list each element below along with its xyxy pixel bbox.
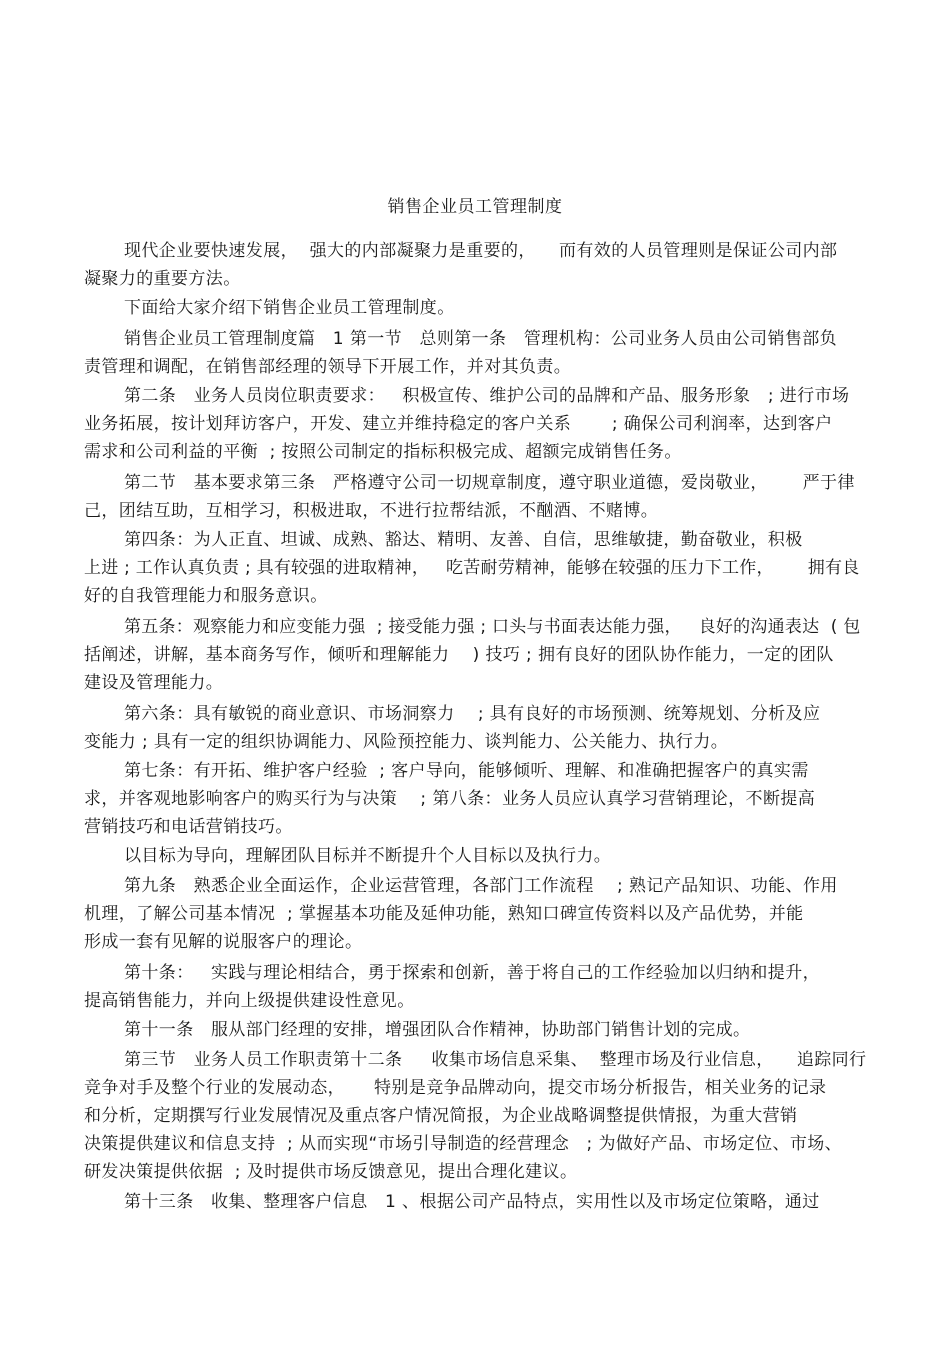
paragraph-line: 销售企业员工管理制度篇 1 第一节 总则第一条 管理机构：公司业务人员由公司销售部负	[124, 329, 838, 349]
paragraph-line: 第七条：有开拓、维护客户经验 ; 客户导向，能够倾听、理解、和准确把握客户的真实需	[124, 761, 809, 781]
paragraph-line: 竞争对手及整个行业的发展动态， 特别是竞争品牌动向，提交市场分析报告，相关业务的记录	[84, 1078, 827, 1098]
paragraph-line: 第二条 业务人员岗位职责要求： 积极宣传、维护公司的品牌和产品、服务形象 ; 进行市场	[124, 386, 850, 406]
paragraph-line: 以目标为导向，理解团队目标并不断提升个人目标以及执行力。	[124, 846, 612, 866]
paragraph-line: 第九条 熟悉企业全面运作，企业运营管理，各部门工作流程 ; 熟记产品知识、功能、作用	[124, 876, 838, 896]
paragraph-line: 第十条： 实践与理论相结合，勇于探索和创新，善于将自己的工作经验加以归纳和提升，	[124, 963, 821, 983]
paragraph-line: 业务拓展，按计划拜访客户，开发、建立并维持稳定的客户关系 ; 确保公司利润率，达到客户	[84, 414, 833, 434]
paragraph-line: 第五条：观察能力和应变能力强 ; 接受能力强 ; 口头与书面表达能力强， 良好的沟通表达 ( 包	[124, 617, 861, 637]
document-title: 销售企业员工管理制度	[387, 197, 563, 217]
paragraph-line: 建设及管理能力。	[84, 673, 224, 693]
paragraph-line: 需求和公司利益的平衡 ; 按照公司制定的指标积极完成、超额完成销售任务。	[84, 442, 682, 462]
paragraph-line: 决策提供建议和信息支持 ; 从而实现“市场引导制造的经营理念 ; 为做好产品、市场定位、市场、	[84, 1134, 843, 1154]
paragraph-line: 求，并客观地影响客户的购买行为与决策 ; 第八条：业务人员应认真学习营销理论，不断提高	[84, 789, 816, 809]
paragraph-line: 第二节 基本要求第三条 严格遵守公司一切规章制度，遵守职业道德，爱岗敬业， 严于律	[124, 473, 855, 493]
paragraph-line: 第三节 业务人员工作职责第十二条 收集市场信息采集、 整理市场及行业信息， 追踪同行	[124, 1050, 867, 1070]
paragraph-line: 形成一套有见解的说服客户的理论。	[84, 932, 363, 952]
paragraph-line: 提高销售能力，并向上级提供建设性意见。	[84, 991, 415, 1011]
paragraph-line: 研发决策提供依据 ; 及时提供市场反馈意见，提出合理化建议。	[84, 1162, 578, 1182]
paragraph-line: 第六条：具有敏锐的商业意识、市场洞察力 ; 具有良好的市场预测、统筹规划、分析及应	[124, 704, 821, 724]
paragraph-line: 第四条：为人正直、坦诚、成熟、豁达、精明、友善、自信，思维敏捷，勤奋敬业，积极	[124, 530, 803, 550]
paragraph-line: 变能力 ; 具有一定的组织协调能力、风险预控能力、谈判能力、公关能力、执行力。	[84, 732, 729, 752]
paragraph-line: 凝聚力的重要方法。	[84, 269, 241, 289]
paragraph-line: 机理，了解公司基本情况 ; 掌握基本功能及延伸功能，熟知口碑宣传资料以及产品优势，并能	[84, 904, 804, 924]
paragraph-line: 第十一条 服从部门经理的安排，增强团队合作精神，协助部门销售计划的完成。	[124, 1020, 751, 1040]
paragraph-line: 好的自我管理能力和服务意识。	[84, 586, 328, 606]
paragraph-line: 己，团结互助，互相学习，积极进取，不进行拉帮结派，不酗酒、不赌博。	[84, 501, 659, 521]
paragraph-line: 和分析，定期撰写行业发展情况及重点客户情况简报，为企业战略调整提供情报，为重大营销	[84, 1106, 798, 1126]
paragraph-line: 下面给大家介绍下销售企业员工管理制度。	[124, 298, 455, 318]
paragraph-line: 责管理和调配，在销售部经理的领导下开展工作，并对其负责。	[84, 357, 572, 377]
paragraph-line: 营销技巧和电话营销技巧。	[84, 817, 293, 837]
paragraph-line: 第十三条 收集、整理客户信息 1 、根据公司产品特点，实用性以及市场定位策略，通过	[124, 1192, 820, 1212]
paragraph-line: 上进 ; 工作认真负责 ; 具有较强的进取精神， 吃苦耐劳精神，能够在较强的压力下工作， 拥有良	[84, 558, 860, 578]
paragraph-line: 括阐述，讲解，基本商务写作，倾听和理解能力 ) 技巧 ; 拥有良好的团队协作能力，一定的团队	[84, 645, 834, 665]
paragraph-line: 现代企业要快速发展， 强大的内部凝聚力是重要的， 而有效的人员管理则是保证公司内部	[124, 241, 838, 261]
